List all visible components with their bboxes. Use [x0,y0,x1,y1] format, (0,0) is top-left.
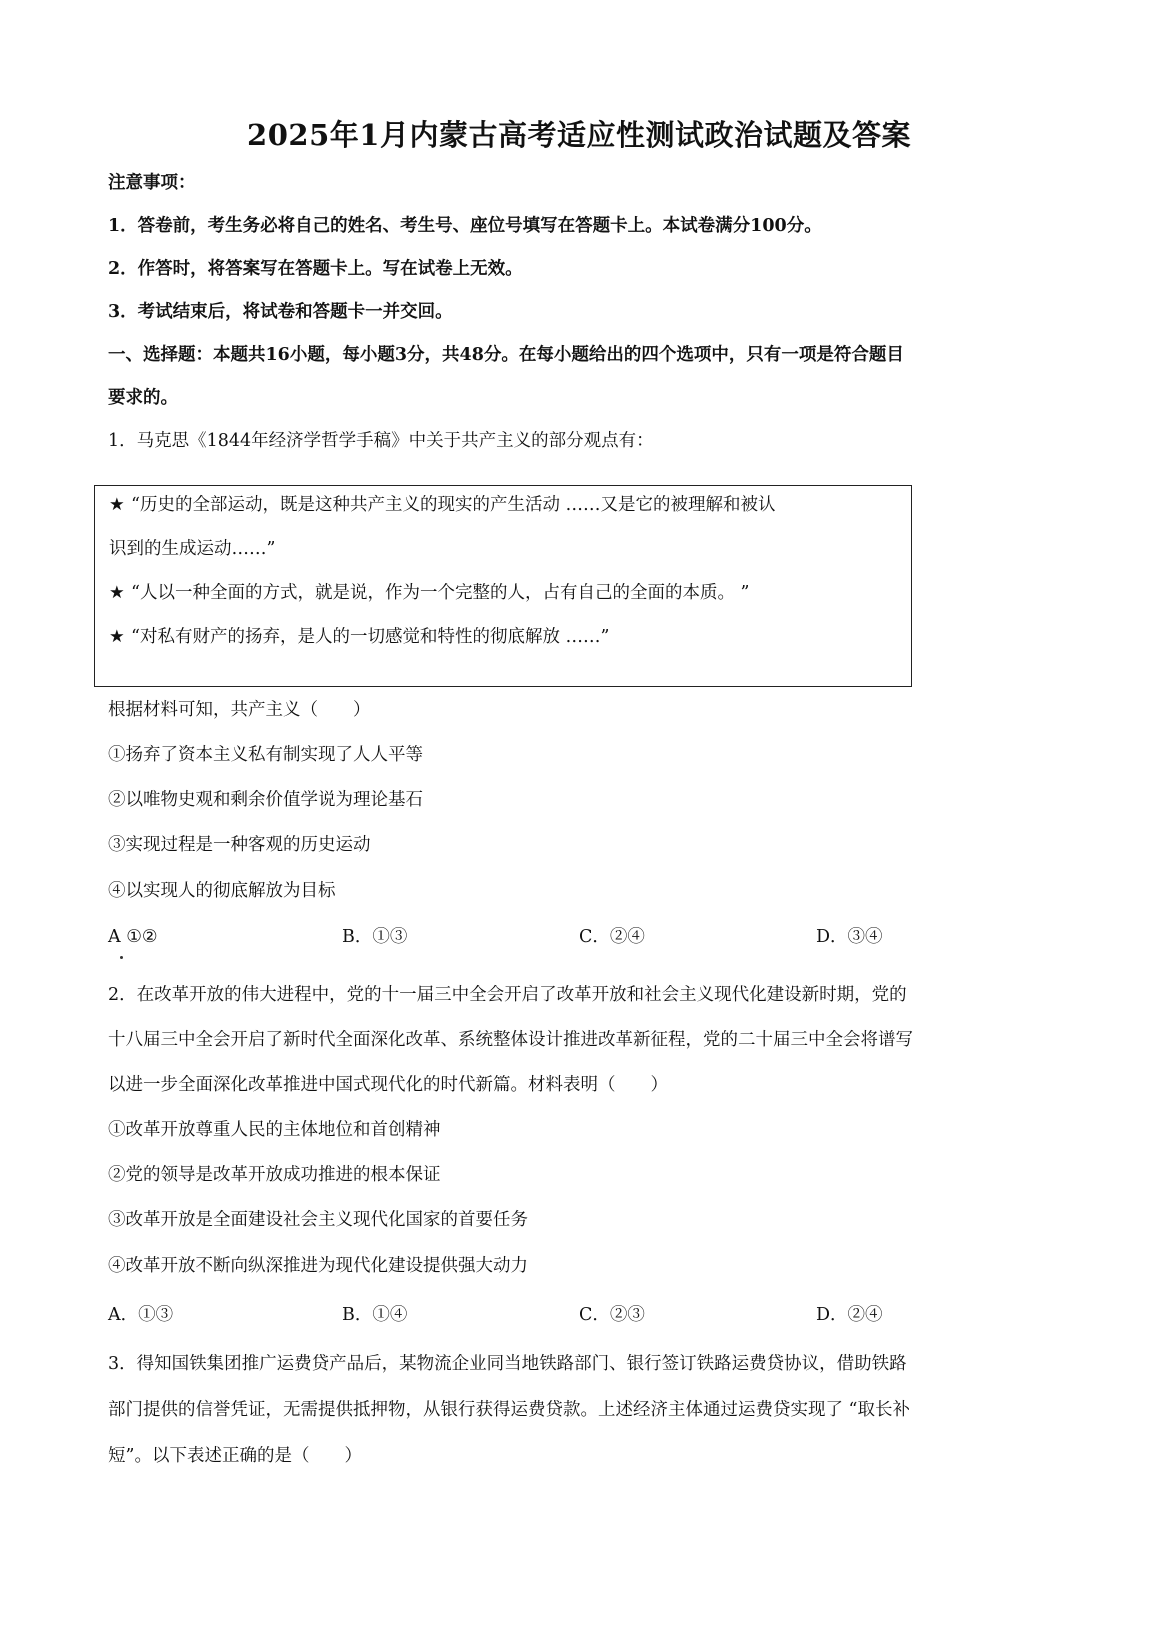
star-icon: ★ [109,583,125,603]
q1-statement-2: ②以唯物史观和剩余价值学说为理论基石 [108,790,423,810]
quote-line-2: ★ “人以一种全面的方式，就是说，作为一个完整的人，占有自己的全面的本质。 ” [109,583,750,603]
q2-statement-1: ①改革开放尊重人民的主体地位和首创精神 [108,1120,441,1140]
q1-stem: 1．马克思《1844年经济学哲学手稿》中关于共产主义的部分观点有： [108,431,654,451]
section-heading-cont: 要求的。 [108,388,178,408]
q1-option-b: B．①③ [342,927,408,947]
quote-line-1: ★ “历史的全部运动，既是这种共产主义的现实的产生活动 ……又是它的被理解和被认 [109,495,776,515]
notice-item-1: 1．答卷前，考生务必将自己的姓名、考生号、座位号填写在答题卡上。本试卷满分100分。 [108,216,822,236]
notice-heading: 注意事项： [108,173,196,193]
q1-quote-box [94,485,912,687]
quote-line-1-cont: 识到的生成运动……” [109,539,276,559]
star-icon: ★ [109,495,125,515]
q3-stem-line-1: 3．得知国铁集团推广运费贷产品后，某物流企业同当地铁路部门、银行签订铁路运费贷协议，借助铁路 [108,1354,907,1374]
q2-option-b: B．①④ [342,1305,408,1325]
q3-stem-line-2: 部门提供的信誉凭证，无需提供抵押物，从银行获得运费贷款。上述经济主体通过运费贷实现了 “取长补 [108,1400,911,1420]
q2-stem-line-2: 十八届三中全会开启了新时代全面深化改革、系统整体设计推进改革新征程，党的二十届三中全会将谱写 [108,1030,913,1050]
q2-statement-4: ④改革开放不断向纵深推进为现代化建设提供强大动力 [108,1256,528,1276]
q2-stem-line-3: 以进一步全面深化改革推进中国式现代化的时代新篇。材料表明（ ） [108,1075,668,1095]
q2-stem-line-1: 2．在改革开放的伟大进程中，党的十一届三中全会开启了改革开放和社会主义现代化建设新时期，党的 [108,985,907,1005]
star-icon: ★ [109,627,125,647]
q1-statement-3: ③实现过程是一种客观的历史运动 [108,835,371,855]
q2-statement-3: ③改革开放是全面建设社会主义现代化国家的首要任务 [108,1210,528,1230]
q1-option-a: A ①② [108,927,158,947]
quote-line-3: ★ “对私有财产的扬弃，是人的一切感觉和特性的彻底解放 ……” [109,627,610,647]
notice-item-3: 3．考试结束后，将试卷和答题卡一并交回。 [108,302,453,322]
q1-option-d: D．③④ [816,927,883,947]
stray-dot [120,956,123,959]
q2-option-d: D．②④ [816,1305,883,1325]
q3-stem-line-3: 短”。以下表述正确的是（ ） [108,1446,362,1466]
page-title: 2025年1月内蒙古高考适应性测试政治试题及答案 [247,118,911,152]
q2-option-a: A．①③ [108,1305,174,1325]
q1-prompt: 根据材料可知，共产主义（ ） [108,700,371,720]
section-heading: 一、选择题：本题共16小题，每小题3分，共48分。在每小题给出的四个选项中，只有一项是符合题目 [108,345,904,365]
q2-statement-2: ②党的领导是改革开放成功推进的根本保证 [108,1165,441,1185]
q1-option-c: C．②④ [579,927,645,947]
q2-option-c: C．②③ [579,1305,645,1325]
notice-item-2: 2．作答时，将答案写在答题卡上。写在试卷上无效。 [108,259,523,279]
q1-statement-1: ①扬弃了资本主义私有制实现了人人平等 [108,745,423,765]
q1-statement-4: ④以实现人的彻底解放为目标 [108,881,336,901]
